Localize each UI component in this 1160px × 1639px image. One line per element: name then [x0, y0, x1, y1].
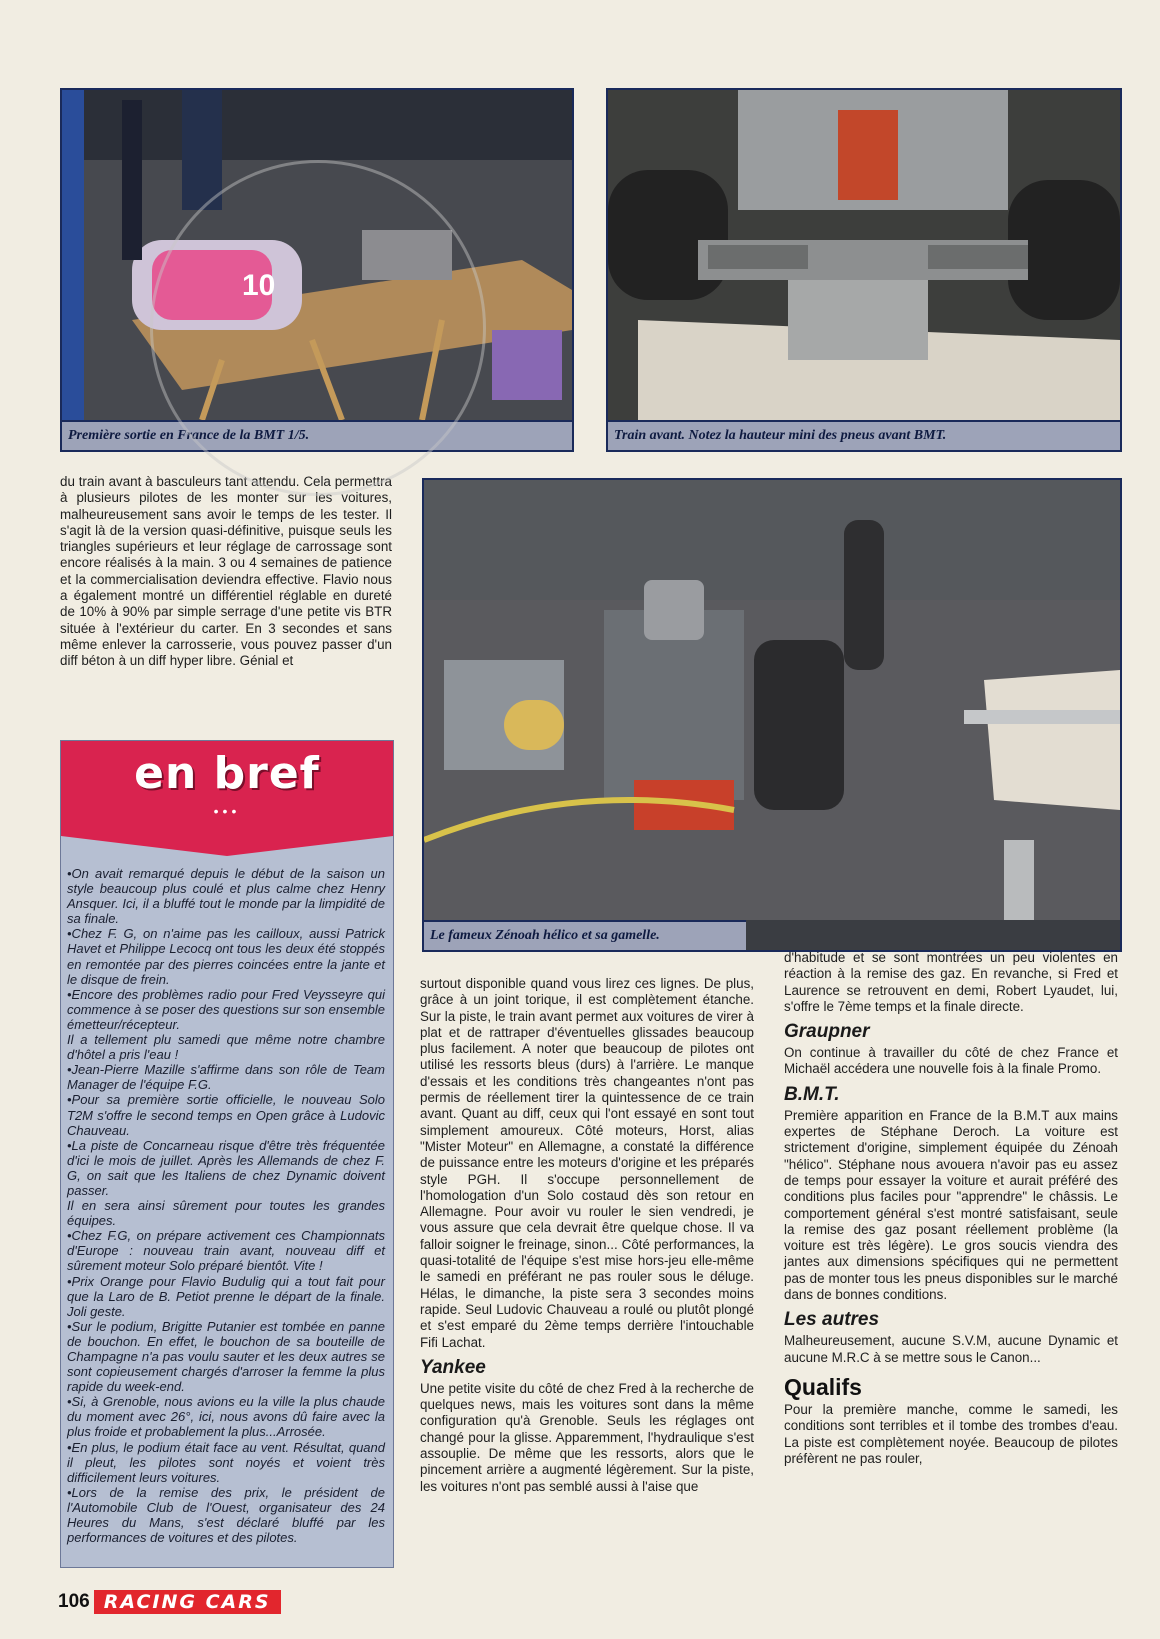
section-bmt-title: B.M.T. — [784, 1083, 840, 1105]
section-autres-text: Malheureusement, aucune S.V.M, aucune Dynamic et aucune M.R.C à se mettre sous le Canon... — [784, 1333, 1118, 1365]
page-number: 106 — [58, 1591, 90, 1612]
en-bref-item: •Chez F.G, on prépare activement ces Championnats d'Europe : nouveau train avant, nouveau diff et sûrement moteur Solo préparé bientôt. Vite ! — [67, 1228, 385, 1274]
en-bref-dots: ••• — [213, 803, 241, 819]
section-qualifs-text: Pour la première manche, comme le samedi, les conditions sont terribles et il tombe des trombes d'eau. La piste est complètement noyée. Beaucoup de pilotes préfèrent ne pas rouler, — [784, 1401, 1118, 1466]
section-yankee-title: Yankee — [420, 1356, 486, 1378]
front-axle-image — [608, 90, 1120, 420]
en-bref-item: •Encore des problèmes radio pour Fred Veysseyre qui commence à se poser des questions sur son ensemble émetteur/récepteur. — [67, 986, 385, 1032]
en-bref-item: •En plus, le podium était face au vent. Résultat, quand il pleut, les pilotes sont noyés et voient très difficilement leurs voitures. — [67, 1439, 385, 1485]
en-bref-title: en bref — [134, 748, 320, 799]
en-bref-item: •On avait remarqué depuis le début de la saison un style beaucoup plus coulé et plus calme chez Henry Ansquer. Ici, il a bluffé tout le monde par la limpidité de sa finale. — [67, 866, 385, 927]
en-bref-item: •La piste de Concarneau risque d'être très fréquentée d'ici le mois de juillet. Après les Allemands de chez F. G, on sait que les Italiens de chez Dynamic doivent passer. — [67, 1137, 385, 1198]
en-bref-item: Il en sera ainsi sûrement pour toutes les grandes équipes. — [67, 1198, 385, 1229]
photo-front-axle — [606, 88, 1122, 452]
pit-table-image — [62, 90, 572, 420]
en-bref-item: •Chez F. G, on n'aime pas les cailloux, aussi Patrick Havet et Philippe Lecocq ont tous les deux été stoppés en remontée par des pierres coincées entre la jante et le disque de frein. — [67, 926, 385, 987]
photo-caption: Le fameux Zénoah hélico et sa gamelle. — [424, 920, 746, 950]
section-graupner-title: Graupner — [784, 1021, 870, 1043]
right-paragraph: d'habitude et se sont montrées un peu violentes en réaction à la remise des gaz. En revanche, si Fred et Laurence se retrouvent en demi, Robert Lyaudet, lui, s'offre le 7ème temps et la finale directe. — [784, 950, 1118, 1014]
en-bref-item: •Si, à Grenoble, nous avions eu la ville la plus chaude du moment avec 26°, ici, nous avons dû faire avec la plus froide et probablement la plus...Arrosée. — [67, 1394, 385, 1440]
photo-caption: Train avant. Notez la hauteur mini des pneus avant BMT. — [608, 420, 1120, 450]
en-bref-item: Il a tellement plu samedi que même notre chambre d'hôtel a pris l'eau ! — [67, 1032, 385, 1063]
photo-caption: Première sortie en France de la BMT 1/5. — [62, 420, 572, 450]
en-bref-item: •Sur le podium, Brigitte Putanier est tombée en panne de bouchon. En effet, le bouchon de sa bouteille de Champagne n'a pas voulu sauter et les deux autres se sont copieusement chargés d'arroser la femme la plus rapide du week-end. — [67, 1318, 385, 1395]
en-bref-box — [60, 740, 394, 1568]
photo-bmt-pits — [60, 88, 574, 452]
engine-image — [424, 480, 1120, 920]
en-bref-item: •Jean-Pierre Mazille s'affirme dans son rôle de Team Manager de l'équipe F.G. — [67, 1062, 385, 1093]
intro-text — [60, 474, 392, 670]
section-autres-title: Les autres — [784, 1309, 880, 1331]
en-bref-item: •Prix Orange pour Flavio Budulig qui a tout fait pour que la Laro de B. Petiot prenne le départ de la finale. Joli geste. — [67, 1273, 385, 1319]
middle-column — [420, 976, 754, 1495]
magazine-logo: RACING CARS — [94, 1590, 281, 1614]
section-bmt-text: Première apparition en France de la B.M.T aux mains expertes de Stéphane Deroch. La voiture est strictement d'origine, simplement équipée du Zénoah "hélico". Stéphane nous avouera n'avoir pas eu assez de temps pour essayer la voiture et aurait préféré des conditions plus faciles pour "apprendre" le châssis. Le comportement général s'est montré satisfaisant, seule la remise des gaz posant réellement problème (la voiture est très légère). Le gros soucis viendra des jantes aux dimensions spécifiques qui ne permettent pas de monter tous les pneus disponibles sur le marché dans de bonnes conditions. — [784, 1107, 1118, 1303]
section-yankee-text: Une petite visite du côté de chez Fred à la recherche de quelques news, mais les voitures sont dans la même configuration qu'à Grenoble. Seuls les réglages ont changé pour la glisse. Apparemment, l'hydraulique s'est assouplie. De même que les ressorts, alors que le pincement arrière a augmenté légèrement. Sur la piste, les voitures n'ont pas semblé aussi à l'aise que — [420, 1380, 754, 1494]
en-bref-items — [61, 856, 393, 1545]
en-bref-item: •Lors de la remise des prix, le président de l'Automobile Club de l'Ouest, organisateur des 24 Heures du Mans, s'est déclaré bluffé par les performances de voitures et des pilotes. — [67, 1484, 385, 1546]
right-column — [784, 950, 1118, 1467]
section-qualifs-title: Qualifs — [784, 1373, 862, 1400]
intro-paragraph: du train avant à basculeurs tant attendu. Cela permettra à plusieurs pilotes de les monter sur les voitures, malheureusement sans avoir le temps de les tester. Il s'agit là de la version quasi-définitive, puisque seuls les triangles supérieurs et leur réglage de carrossage sont encore réalisés à la main. 3 ou 4 semaines de patience et la commercialisation deviendra effective. Flavio nous a également montré un différentiel réglable en dureté de 10% à 90% par simple serrage d'une petite vis BTR située à l'extérieur du carter. En 3 secondes et sans même enlever la carrosserie, vous pouvez passer d'un diff béton à un diff hyper libre. Génial et — [60, 474, 392, 669]
photo-zenoah — [422, 478, 1122, 952]
en-bref-item: •Pour sa première sortie officielle, le nouveau Solo T2M s'offre le second temps en Open grâce à Ludovic Chauveau. — [67, 1092, 385, 1138]
en-bref-banner — [61, 741, 393, 836]
banner-notch — [61, 836, 393, 856]
page-footer — [58, 1590, 281, 1614]
svg-text:10: 10 — [242, 269, 276, 302]
section-graupner-text: On continue à travailler du côté de chez France et Michaël accédera une nouvelle fois à la finale Promo. — [784, 1045, 1118, 1077]
middle-paragraph: surtout disponible quand vous lirez ces lignes. De plus, grâce à un joint torique, il est complètement étanche. Sur la piste, le train avant permet aux voitures de virer à plat et de rattraper d'éventuelles glissades beaucoup plus facilement. A noter que beaucoup de pilotes ont utilisé les ressorts bleus (durs) à l'arrière. Le manque d'essais et les conditions très changeantes n'ont pas permis de réellement tirer la quintessence de ce train avant. Quant au diff, ceux qui l'ont essayé en sont tout simplement amoureux. Côté moteurs, Horst, alias "Mister Moteur" en Allemagne, a constaté la différence de puissance entre les moteurs d'origine et les préparés style PGH. Il s'occupe personnellement de l'homologation d'un Solo costaud dès son retour en Allemagne. Pour avoir vu rouler le sien vendredi, je vous assure que cela devrait être quelque chose. Il va falloir soigner le freinage, sinon... Côté performances, la quasi-totalité de l'équipe s'est mise hors-jeu elle-même le samedi en préférant ne pas rouler sous le déluge. Hélas, le dimanche, la piste sera 3 secondes moins rapide. Seul Ludovic Chauveau a roulé ou plutôt plongé et s'est emparé du 2ème temps derrière l'intouchable Fifi Lachat. — [420, 976, 754, 1350]
